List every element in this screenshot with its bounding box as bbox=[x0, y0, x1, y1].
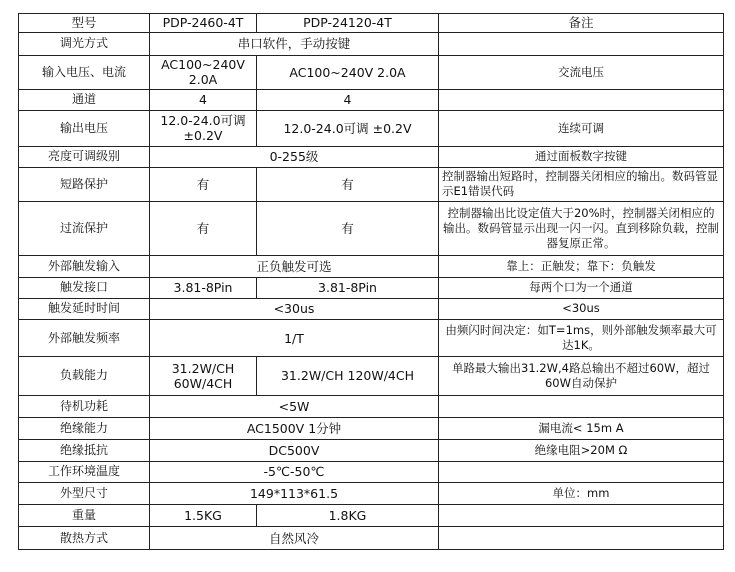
row-value-model-2: 12.0-24.0可调 ±0.2V bbox=[257, 110, 439, 146]
spec-table bbox=[18, 13, 724, 550]
row-note: 单位：mm bbox=[439, 483, 724, 505]
row-note: 通过面板数字按键 bbox=[439, 146, 724, 167]
row-value-model-1: 1.5KG bbox=[150, 505, 257, 527]
row-value: 正负触发可选 bbox=[150, 255, 439, 277]
row-label: 外部触发输入 bbox=[19, 255, 150, 277]
row-value-model-2: 4 bbox=[257, 89, 439, 110]
row-label: 输入电压、电流 bbox=[19, 55, 150, 89]
row-label: 外型尺寸 bbox=[19, 483, 150, 505]
table-header-row bbox=[19, 14, 724, 33]
table-row bbox=[19, 167, 724, 201]
row-value: 1/T bbox=[150, 320, 439, 356]
row-value: 0-255级 bbox=[150, 146, 439, 167]
row-label: 绝缘能力 bbox=[19, 417, 150, 439]
row-value: -5℃-50℃ bbox=[150, 461, 439, 483]
row-value: 自然风冷 bbox=[150, 527, 439, 550]
table-row bbox=[19, 277, 724, 298]
table-row bbox=[19, 461, 724, 483]
row-label: 输出电压 bbox=[19, 110, 150, 146]
row-value: <30us bbox=[150, 298, 439, 320]
row-label: 待机功耗 bbox=[19, 396, 150, 418]
row-note: 交流电压 bbox=[439, 55, 724, 89]
row-value-model-1: 3.81-8Pin bbox=[150, 277, 257, 298]
table-row bbox=[19, 356, 724, 395]
row-value-model-1: 12.0-24.0可调 ±0.2V bbox=[150, 110, 257, 146]
row-label: 短路保护 bbox=[19, 167, 150, 201]
row-label: 过流保护 bbox=[19, 201, 150, 255]
row-note: 由频闪时间决定：如T=1ms，则外部触发频率最大可达1K。 bbox=[439, 320, 724, 356]
row-label: 通道 bbox=[19, 89, 150, 110]
row-note: 控制器输出短路时，控制器关闭相应的输出。数码管显示E1错误代码 bbox=[439, 167, 724, 201]
table-row bbox=[19, 396, 724, 418]
header-note: 备注 bbox=[439, 14, 724, 33]
row-label: 负载能力 bbox=[19, 356, 150, 395]
table-row bbox=[19, 32, 724, 55]
row-value-model-2: 31.2W/CH 120W/4CH bbox=[257, 356, 439, 395]
row-note bbox=[439, 32, 724, 55]
table-row bbox=[19, 55, 724, 89]
row-note: 绝缘电阻>20M Ω bbox=[439, 439, 724, 461]
table-row bbox=[19, 483, 724, 505]
row-value-model-2: AC100~240V 2.0A bbox=[257, 55, 439, 89]
row-note bbox=[439, 89, 724, 110]
row-value: DC500V bbox=[150, 439, 439, 461]
row-note: 单路最大输出31.2W,4路总输出不超过60W，超过60W自动保护 bbox=[439, 356, 724, 395]
row-label: 亮度可调级别 bbox=[19, 146, 150, 167]
table-row bbox=[19, 417, 724, 439]
row-note: 连续可调 bbox=[439, 110, 724, 146]
header-model-2: PDP-24120-4T bbox=[257, 14, 439, 33]
row-note: 控制器输出比设定值大于20%时，控制器关闭相应的输出。数码管显示出现一闪一闪。直到移除负载，控制器复原正常。 bbox=[439, 201, 724, 255]
row-value-model-1: 4 bbox=[150, 89, 257, 110]
row-value-model-2: 1.8KG bbox=[257, 505, 439, 527]
table-row bbox=[19, 201, 724, 255]
row-value-model-1: AC100~240V 2.0A bbox=[150, 55, 257, 89]
row-value-model-1: 31.2W/CH 60W/4CH bbox=[150, 356, 257, 395]
row-label: 外部触发频率 bbox=[19, 320, 150, 356]
row-value: 串口软件，手动按键 bbox=[150, 32, 439, 55]
table-row bbox=[19, 298, 724, 320]
table-row bbox=[19, 505, 724, 527]
table-row bbox=[19, 439, 724, 461]
table-row bbox=[19, 110, 724, 146]
row-label: 重量 bbox=[19, 505, 150, 527]
row-value-model-2: 3.81-8Pin bbox=[257, 277, 439, 298]
row-label: 触发接口 bbox=[19, 277, 150, 298]
row-value-model-2: 有 bbox=[257, 201, 439, 255]
row-label: 工作环境温度 bbox=[19, 461, 150, 483]
table-row bbox=[19, 146, 724, 167]
row-note bbox=[439, 396, 724, 418]
row-value-model-1: 有 bbox=[150, 201, 257, 255]
table-row bbox=[19, 320, 724, 356]
row-value-model-1: 有 bbox=[150, 167, 257, 201]
table-row bbox=[19, 89, 724, 110]
row-note: 漏电流< 15m A bbox=[439, 417, 724, 439]
row-note: 靠上：正触发；靠下：负触发 bbox=[439, 255, 724, 277]
row-label: 调光方式 bbox=[19, 32, 150, 55]
header-model-1: PDP-2460-4T bbox=[150, 14, 257, 33]
row-note bbox=[439, 461, 724, 483]
table-row bbox=[19, 527, 724, 550]
row-value-model-2: 有 bbox=[257, 167, 439, 201]
row-note bbox=[439, 527, 724, 550]
row-note bbox=[439, 505, 724, 527]
row-value: AC1500V 1分钟 bbox=[150, 417, 439, 439]
row-value: <5W bbox=[150, 396, 439, 418]
row-label: 散热方式 bbox=[19, 527, 150, 550]
header-label: 型号 bbox=[19, 14, 150, 33]
row-value: 149*113*61.5 bbox=[150, 483, 439, 505]
row-label: 触发延时时间 bbox=[19, 298, 150, 320]
table-row bbox=[19, 255, 724, 277]
row-note: 每两个口为一个通道 bbox=[439, 277, 724, 298]
row-label: 绝缘抵抗 bbox=[19, 439, 150, 461]
row-note: <30us bbox=[439, 298, 724, 320]
